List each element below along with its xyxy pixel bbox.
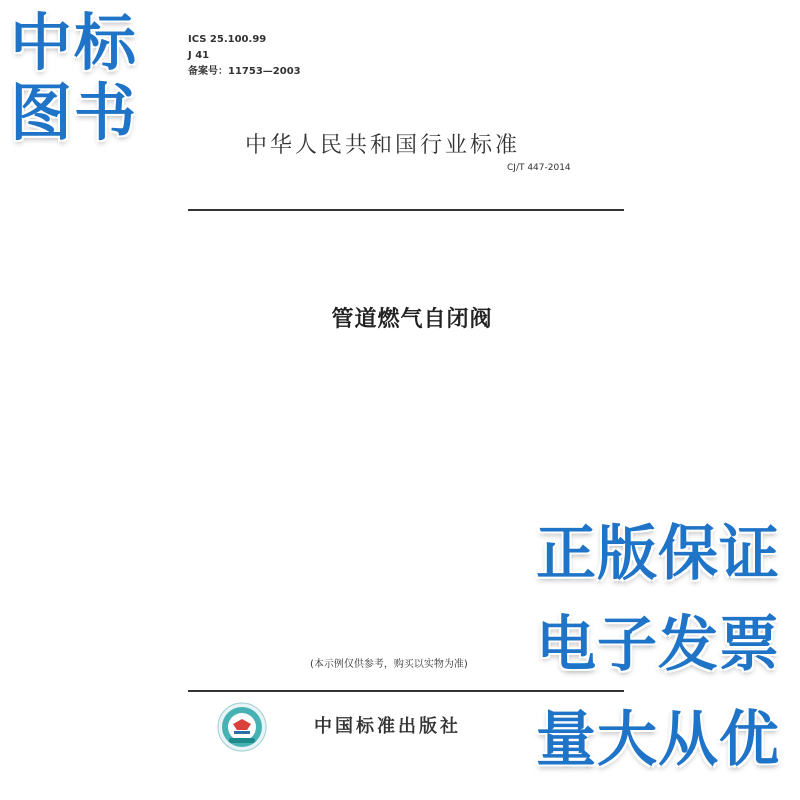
record-number: 备案号：11753—2003 <box>188 66 301 77</box>
top-divider <box>188 209 624 211</box>
promo-electronic-invoice: 电子发票 <box>536 610 780 680</box>
sample-note: (本示例仅供参考，购买以实物为准) <box>310 659 468 670</box>
brand-label-line2: 图书 <box>10 76 139 149</box>
classification-code: J 41 <box>188 50 210 61</box>
standard-code: CJ/T 447-2014 <box>507 163 571 173</box>
publisher-name: 中国标准出版社 <box>314 716 461 737</box>
document-title <box>0 302 800 333</box>
standard-meta <box>188 32 301 80</box>
ics-code: ICS 25.100.99 <box>188 34 267 45</box>
promo-authentic-guarantee: 正版保证 <box>536 519 780 589</box>
bottom-divider <box>188 690 624 692</box>
brand-label-line1: 中标 <box>10 6 139 79</box>
publisher-seal-icon <box>217 702 267 752</box>
promo-bulk-discount: 量大从优 <box>536 705 780 775</box>
document-title-text: 管道燃气自闭阀 <box>331 306 493 332</box>
standard-category: 中华人民共和国行业标准 <box>245 133 521 158</box>
